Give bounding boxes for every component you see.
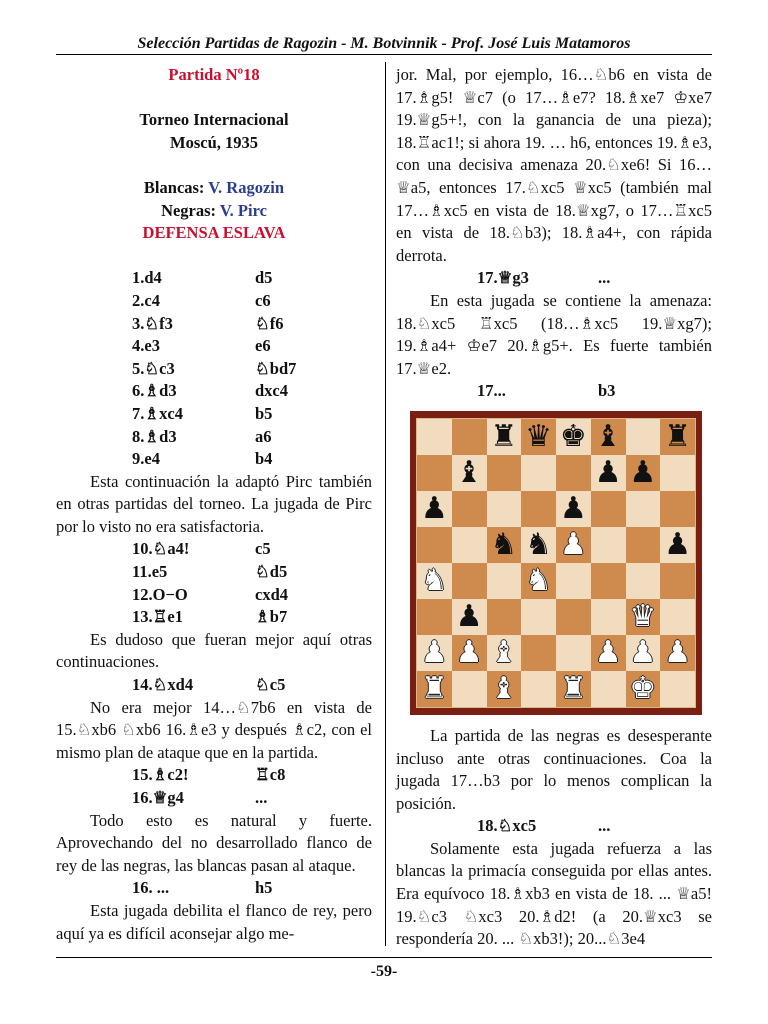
board-square — [521, 491, 556, 527]
move-row — [56, 290, 372, 313]
board-square — [417, 635, 452, 671]
white-move: 3.♘f3 — [132, 313, 173, 333]
white-move: 13.♖e1 — [132, 607, 183, 627]
board-square — [556, 419, 591, 455]
move-row — [56, 674, 372, 697]
move-list — [56, 764, 372, 809]
white-pawn-icon: ♟ — [594, 634, 622, 670]
white-move: 4.e3 — [132, 336, 160, 356]
black-pawn-icon: ♟ — [455, 598, 483, 634]
event-place: Moscú, 1935 — [170, 132, 258, 152]
move-row — [56, 787, 372, 810]
black-knight-icon: ♞ — [490, 526, 518, 562]
board-square — [521, 599, 556, 635]
column-divider — [385, 62, 386, 946]
move-row — [56, 877, 372, 900]
page-number: -59- — [370, 963, 398, 980]
move-list — [56, 267, 372, 470]
board-square — [660, 599, 695, 635]
white-line — [56, 177, 372, 200]
board-square — [556, 599, 591, 635]
black-pawn-icon: ♟ — [629, 454, 657, 490]
move-row — [56, 313, 372, 336]
board-square — [626, 671, 661, 707]
board-square — [452, 455, 487, 491]
black-move: b3 — [598, 381, 616, 401]
board-square — [417, 455, 452, 491]
black-move: cxd4 — [255, 584, 288, 604]
board-square — [626, 527, 661, 563]
opening-name: DEFENSA ESLAVA — [142, 223, 286, 243]
event-name: Torneo Internacional — [139, 110, 289, 130]
board-square — [487, 635, 522, 671]
move-list — [56, 538, 372, 628]
board-square — [556, 455, 591, 491]
footer-rule — [56, 957, 712, 958]
black-king-icon: ♚ — [559, 418, 587, 454]
black-move: ♘bd7 — [255, 358, 297, 378]
comment-paragraph: Solamente esta jugada refuerza a las blancas la primacía conseguida por ellas antes. Era equívoco 18.♗xb3 en vista de 18. ... ♕a5! 19.♘c3 ♘xc3 20.♗d2! (a 20.♕xc3 se respondería 20. ... ♘xb3!); 20...♘3e4 — [396, 838, 712, 949]
board-square — [591, 455, 626, 491]
move-row — [56, 335, 372, 358]
white-move: 7.♗xc4 — [132, 403, 183, 423]
white-pawn-icon: ♟ — [455, 634, 483, 670]
black-move: ♘c5 — [255, 675, 286, 695]
white-move: 8.♗d3 — [132, 426, 177, 446]
black-pawn-icon: ♟ — [420, 490, 448, 526]
white-move: 17... — [477, 381, 506, 401]
black-move: dxc4 — [255, 381, 288, 401]
board-square — [591, 491, 626, 527]
chess-diagram — [410, 411, 702, 715]
move-row — [396, 267, 712, 290]
board-square — [591, 419, 626, 455]
black-move: e6 — [255, 336, 271, 356]
black-move: b4 — [255, 449, 273, 469]
board-square — [626, 455, 661, 491]
white-move: 16. ... — [132, 878, 170, 898]
board-square — [521, 671, 556, 707]
white-move: 17.♕g3 — [477, 268, 529, 288]
board-square — [591, 527, 626, 563]
white-move: 12.O−O — [132, 584, 188, 604]
white-king-icon: ♚ — [629, 670, 657, 706]
white-rook-icon: ♜ — [420, 670, 448, 706]
board-square — [556, 563, 591, 599]
board-square — [487, 527, 522, 563]
board-square — [487, 671, 522, 707]
board-square — [452, 527, 487, 563]
board-square — [452, 635, 487, 671]
white-pawn-icon: ♟ — [664, 634, 692, 670]
move-list — [56, 674, 372, 697]
move-row — [56, 764, 372, 787]
board-square — [591, 671, 626, 707]
move-row — [56, 426, 372, 449]
game-title: Partida Nº18 — [168, 65, 260, 84]
board-square — [660, 491, 695, 527]
white-move: 6.♗d3 — [132, 381, 177, 401]
board-square — [556, 635, 591, 671]
black-rook-icon: ♜ — [664, 418, 692, 454]
move-row — [56, 606, 372, 629]
board-square — [487, 491, 522, 527]
right-column — [396, 64, 712, 951]
white-move: 9.e4 — [132, 449, 160, 469]
black-queen-icon: ♛ — [525, 418, 553, 454]
black-move: ♘f6 — [255, 313, 284, 333]
white-pawn-icon: ♟ — [629, 634, 657, 670]
move-list — [396, 267, 712, 290]
board-square — [417, 563, 452, 599]
black-bishop-icon: ♝ — [455, 454, 483, 490]
board-square — [660, 635, 695, 671]
comment-paragraph: No era mejor 14…♘7b6 en vista de 15.♘xb6 ♘xb6 16.♗e3 y después ♗c2, con el mismo plan de ataque que en la partida. — [56, 697, 372, 762]
board-square — [452, 599, 487, 635]
move-list — [396, 815, 712, 838]
board-square — [487, 563, 522, 599]
board-square — [417, 671, 452, 707]
board-square — [591, 563, 626, 599]
board-square — [521, 563, 556, 599]
white-knight-icon: ♞ — [525, 562, 553, 598]
running-header: Selección Partidas de Ragozin - M. Botvinnik - Prof. José Luis Matamoros — [137, 35, 631, 52]
move-row — [56, 267, 372, 290]
black-pawn-icon: ♟ — [664, 526, 692, 562]
white-queen-icon: ♛ — [629, 598, 657, 634]
white-rook-icon: ♜ — [559, 670, 587, 706]
board-square — [487, 419, 522, 455]
black-move: h5 — [255, 878, 273, 898]
black-move: ♖c8 — [255, 765, 286, 785]
board-square — [626, 419, 661, 455]
white-pawn-icon: ♟ — [420, 634, 448, 670]
black-move: a6 — [255, 426, 272, 446]
black-move: b5 — [255, 403, 273, 423]
board-square — [487, 455, 522, 491]
white-knight-icon: ♞ — [420, 562, 448, 598]
board-square — [452, 419, 487, 455]
comment-paragraph: En esta jugada se contiene la amenaza: 18.♘xc5 ♖xc5 (18…♗xc5 19.♕xg7); 19.♗a4+ ♔e7 20.♗g5+. Es fuerte también 17.♕e2. — [396, 290, 712, 378]
board-square — [556, 527, 591, 563]
board-square — [521, 455, 556, 491]
board-square — [660, 419, 695, 455]
white-move: 5.♘c3 — [132, 358, 175, 378]
white-move: 11.e5 — [132, 562, 168, 582]
board-square — [452, 491, 487, 527]
comment-paragraph: Esta jugada debilita el flanco de rey, pero aquí ya es difícil aconsejar algo me- — [56, 900, 372, 943]
move-row — [56, 538, 372, 561]
comment-paragraph: jor. Mal, por ejemplo, 16…♘b6 en vista de 17.♗g5! ♕c7 (o 17…♗e7? 18.♗xe7 ♔xe7 19.♕g5+!, con la ganancia de una pieza); 18.♖ac1!; si ahora 19. … h6, entonces 19.♗e3, con una decisiva amenaza 20.♘xe6! Si 16…♕a5, entonces 17.♘xc5 ♕xc5 (también mal 17…♗xc5 en vista de 18.♕xg7, o 17…♖xc5 en vista de 18.♘b3); 18.♗a4+, con rápida derrota. — [396, 65, 712, 265]
header-rule — [56, 54, 712, 55]
black-move: ... — [598, 268, 611, 288]
board-square — [417, 419, 452, 455]
black-move: d5 — [255, 268, 273, 288]
left-column — [56, 64, 372, 945]
board-square — [417, 527, 452, 563]
board-square — [591, 599, 626, 635]
comment-paragraph: La partida de las negras es desesperante incluso ante otras continuaciones. Coa la jugada 17…b3 por lo menos complican la posición. — [396, 725, 712, 813]
board-square — [626, 563, 661, 599]
board-square — [521, 635, 556, 671]
board-square — [521, 419, 556, 455]
comment-paragraph: Todo esto es natural y fuerte. Aprovechando del no desarrollado flanco de rey de las negras, las blancas pasan al ataque. — [56, 810, 372, 875]
white-move: 16.♕g4 — [132, 788, 184, 807]
move-row — [56, 380, 372, 403]
black-move: ... — [598, 816, 611, 836]
white-player: V. Ragozin — [208, 177, 285, 197]
board-square — [660, 671, 695, 707]
move-row — [396, 380, 712, 403]
white-move: 15.♗c2! — [132, 765, 189, 785]
board-square — [417, 491, 452, 527]
black-bishop-icon: ♝ — [594, 418, 622, 454]
white-move: 1.d4 — [132, 268, 162, 288]
board-square — [487, 599, 522, 635]
board-square — [626, 491, 661, 527]
board-square — [660, 527, 695, 563]
black-move: ♗b7 — [255, 607, 288, 627]
white-bishop-icon: ♝ — [490, 634, 518, 670]
board-square — [626, 599, 661, 635]
black-move: c5 — [255, 539, 271, 559]
comment-paragraph: Es dudoso que fueran mejor aquí otras continuaciones. — [56, 629, 372, 672]
move-list — [396, 380, 712, 403]
move-list — [56, 877, 372, 900]
black-pawn-icon: ♟ — [594, 454, 622, 490]
move-row — [56, 403, 372, 426]
board-square — [660, 563, 695, 599]
white-label: Blancas: — [143, 177, 205, 197]
chess-board — [416, 418, 696, 708]
white-move: 18.♘xc5 — [477, 816, 537, 836]
black-pawn-icon: ♟ — [559, 490, 587, 526]
black-move: ... — [255, 788, 268, 807]
white-move: 14.♘xd4 — [132, 675, 194, 695]
white-bishop-icon: ♝ — [490, 670, 518, 706]
board-square — [626, 635, 661, 671]
black-line — [56, 200, 372, 223]
board-square — [591, 635, 626, 671]
board-square — [417, 599, 452, 635]
move-row — [396, 815, 712, 838]
board-square — [452, 671, 487, 707]
move-row — [56, 448, 372, 471]
move-row — [56, 358, 372, 381]
black-rook-icon: ♜ — [490, 418, 518, 454]
black-label: Negras: — [161, 200, 217, 220]
board-square — [521, 527, 556, 563]
board-square — [556, 491, 591, 527]
move-row — [56, 561, 372, 584]
black-move: ♘d5 — [255, 562, 288, 582]
board-square — [452, 563, 487, 599]
white-move: 2.c4 — [132, 290, 160, 310]
comment-paragraph: Esta continuación la adaptó Pirc también en otras partidas del torneo. La jugada de Pirc por lo visto no era satisfactoria. — [56, 471, 372, 536]
black-move: c6 — [255, 290, 271, 310]
board-square — [660, 455, 695, 491]
black-knight-icon: ♞ — [525, 526, 553, 562]
white-move: 10.♘a4! — [132, 539, 190, 559]
move-row — [56, 584, 372, 607]
board-square — [556, 671, 591, 707]
black-player: V. Pirc — [219, 200, 267, 220]
white-pawn-icon: ♟ — [559, 526, 587, 562]
